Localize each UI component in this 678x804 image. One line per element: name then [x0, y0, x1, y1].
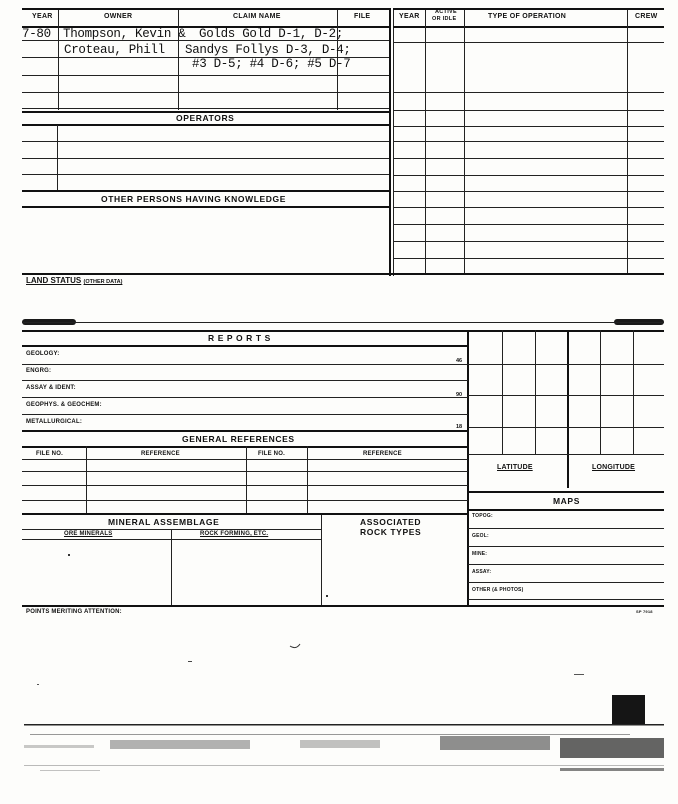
claim-name-line1: Golds Gold D-1, D-2; — [199, 27, 344, 41]
associated-dot — [326, 595, 328, 597]
associated-rock-line1: ASSOCIATED — [360, 517, 422, 527]
noise-band-6 — [560, 738, 664, 758]
land-status-sub: (OTHER DATA) — [83, 279, 123, 285]
form-code: SP 7918 — [636, 609, 653, 614]
points-meriting-label: POINTS MERITING ATTENTION: — [26, 609, 122, 615]
claims-header-file: FILE — [354, 13, 371, 20]
report-metallurgical: METALLURGICAL: — [26, 419, 83, 425]
other-persons-label: OTHER PERSONS HAVING KNOWLEDGE — [101, 194, 287, 204]
land-status-text: LAND STATUS — [26, 276, 82, 285]
claims-header-claim-name: CLAIM NAME — [233, 13, 281, 20]
report-assay: ASSAY & IDENT: — [26, 385, 76, 391]
report-engrg: ENGRG: — [26, 368, 52, 374]
noise-band-2 — [30, 734, 630, 735]
gr-header-reference-2: REFERENCE — [363, 451, 402, 457]
report-geophys: GEOPHYS. & GEOCHEM: — [26, 402, 102, 408]
claim-name-line2: Sandys Follys D-3, D-4; — [185, 43, 351, 57]
general-references-title: GENERAL REFERENCES — [182, 434, 295, 444]
maps-other: OTHER (& PHOTOS) — [472, 587, 524, 593]
gr-header-file-no-2: FILE NO. — [258, 451, 285, 457]
report-assay-num: 90 — [456, 392, 463, 398]
mineral-assemblage-title: MINERAL ASSEMBLAGE — [108, 517, 220, 527]
report-geology: GEOLOGY: — [26, 351, 60, 357]
land-status-label — [26, 276, 122, 285]
claim-owner-line1: Thompson, Kevin & — [63, 27, 186, 41]
noise-band-4 — [300, 740, 380, 748]
noise-band-5 — [440, 736, 550, 750]
associated-rock-line2: ROCK TYPES — [360, 527, 422, 537]
claim-owner-line2: Croteau, Phill — [64, 43, 165, 57]
report-metallurgical-num: 18 — [456, 424, 463, 430]
claim-name-line3: #3 D-5; #4 D-6; #5 D-7 — [192, 57, 351, 71]
report-geology-num: 46 — [456, 358, 463, 364]
stray-mark-curve — [290, 644, 300, 648]
noise-band-8 — [24, 765, 664, 766]
stray-mark-right — [574, 674, 584, 675]
noise-band-1 — [24, 724, 664, 726]
noise-band-10 — [560, 768, 664, 771]
longitude-label: LONGITUDE — [592, 464, 636, 471]
activity-header-type: TYPE OF OPERATION — [488, 13, 567, 20]
maps-assay: ASSAY: — [472, 569, 492, 575]
activity-header-active: ACTIVE — [435, 9, 457, 15]
black-block — [612, 695, 645, 725]
ore-minerals-label: ORE MINERALS — [64, 531, 113, 537]
ore-mineral-dot — [68, 554, 70, 556]
noise-band-9 — [40, 770, 100, 771]
operators-label: OPERATORS — [176, 113, 235, 123]
claim-year: 7-80 — [22, 27, 51, 41]
activity-header-idle: OR IDLE — [432, 16, 457, 22]
stray-mark-dash — [188, 661, 192, 662]
claims-header-year: YEAR — [32, 13, 53, 20]
noise-band-3 — [110, 740, 250, 749]
claims-header-owner: OWNER — [104, 13, 133, 20]
maps-geol: GEOL: — [472, 533, 489, 539]
rock-forming-label: ROCK FORMING, ETC. — [200, 531, 269, 537]
latitude-label: LATITUDE — [497, 464, 533, 471]
activity-header-crew: CREW — [635, 13, 658, 20]
maps-mine: MINE: — [472, 551, 488, 557]
maps-title: MAPS — [553, 496, 580, 506]
reports-title: R E P O R T S — [208, 333, 271, 343]
stray-mark-dot — [37, 684, 39, 685]
gr-header-reference-1: REFERENCE — [141, 451, 180, 457]
gr-header-file-no-1: FILE NO. — [36, 451, 63, 457]
maps-topog: TOPOG: — [472, 513, 493, 519]
activity-header-year: YEAR — [399, 13, 420, 20]
noise-band-7 — [24, 745, 94, 748]
